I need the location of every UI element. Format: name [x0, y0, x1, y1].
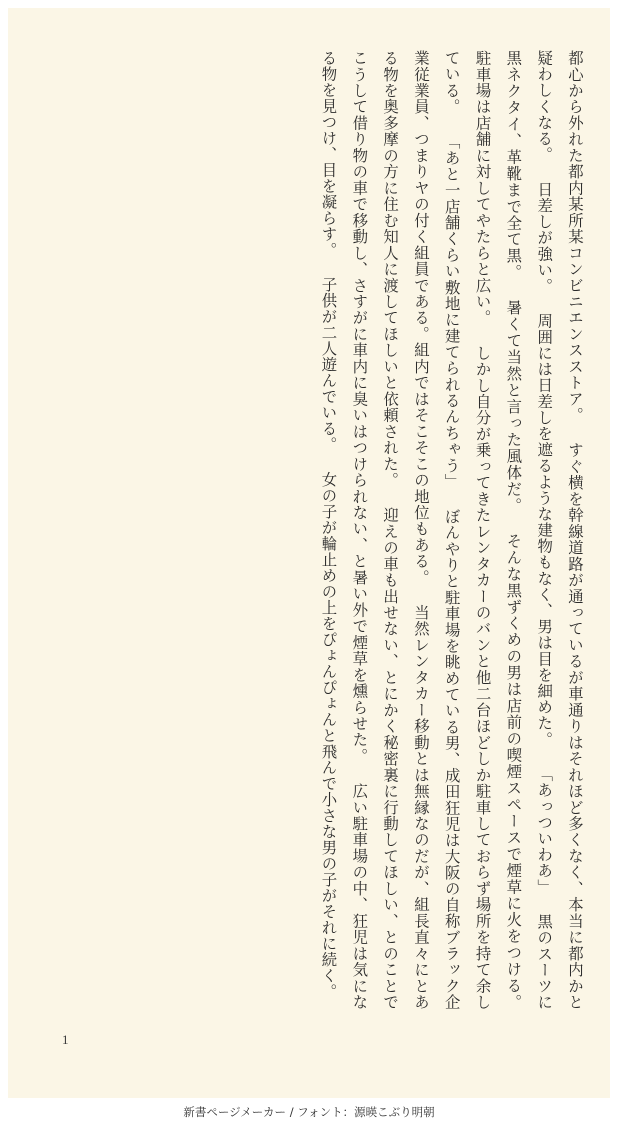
body-paragraph: 都心から外れた都内某所某コンビニエンスストア。 すぐ横を幹線道路が通っているが車通りはそれほど多くなく、本当に都内かと疑わしくなる。 日差しが強い。 周囲には日差しを遮るような建物もなく、男は目を細めた。 「あっついわあ」 黒のスーツに黒ネクタイ、革靴まで全て黒。 暑くて当然と言った風体だ。 そんな黒ずくめの男は店前の喫煙スペースで煙草に火をつける。 駐車場は店舗に対してやたらと広い。 しかし自分が乗ってきたレンタカーのバンと他二台ほどしか駐車しておらず場所を持て余している。 「あと一店舗くらい敷地に建てられるんちゃう」 ぼんやりと駐車場を眺めている男、成田狂児は大阪の自称ブラック企業従業員、つまりヤの付く組員である。組内ではそこそこの地位もある。 当然レンタカー移動とは無縁なのだが、組長直々にとある物を奥多摩の方に住む知人に渡してほしいと依頼された。 迎えの車も出せない、とにかく秘密裏に行動してほしい、とのことでこうして借り物の車で移動し、さすがに車内に臭いはつけられない、と暑い外で煙草を燻らせた。 広い駐車場の中、狂児は気になる物を見つけ、目を凝らす。 子供が二人遊んでいる。 女の子が輪止めの上をぴょんぴょんと飛んで小さな男の子がそれに続く。 — [319, 50, 584, 1010]
page-number: 1 — [62, 1032, 69, 1047]
novel-page-sheet — [8, 8, 610, 1098]
footer-credit: 新書ページメーカー / フォント：源暎こぶり明朝 — [183, 1105, 435, 1119]
novel-body-text — [28, 50, 590, 1010]
